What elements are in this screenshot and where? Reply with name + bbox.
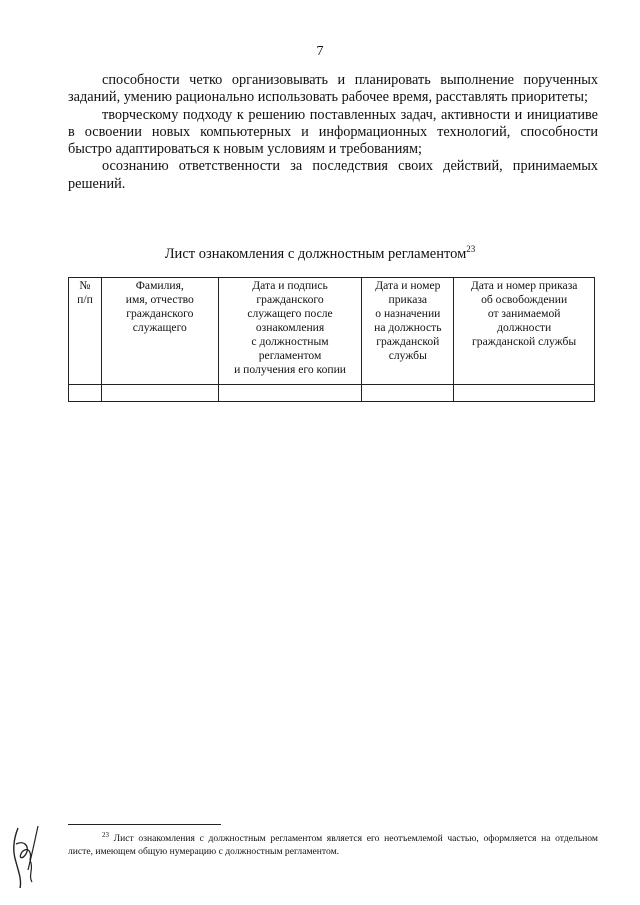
table-cell[interactable]	[218, 385, 362, 402]
footnote-marker: 23	[102, 831, 109, 839]
handwritten-signature	[8, 822, 48, 890]
paragraph-2: творческому подходу к решению поставленных задач, активности и инициативе в освоении новых компьютерных и информационных технологий, способности быстро адаптироваться к новым условиям и требованиям;	[68, 106, 598, 158]
footnote	[68, 829, 598, 858]
col-header-dismissal: Дата и номер приказа об освобождении от занимаемой должности гражданской службы	[454, 278, 595, 385]
table-header-row	[69, 278, 595, 385]
paragraph-1: способности четко организовывать и планировать выполнение порученных заданий, умению рационально использовать рабочее время, расставлять приоритеты;	[68, 72, 598, 106]
acquaintance-table	[68, 277, 595, 402]
col-header-signature: Дата и подпись гражданского служащего после ознакомления с должностным регламентом и получения его копии	[218, 278, 362, 385]
sheet-title	[0, 244, 640, 263]
table-cell[interactable]	[101, 385, 218, 402]
footnote-separator	[68, 824, 221, 825]
body-text	[68, 72, 598, 193]
footnote-text: Лист ознакомления с должностным регламентом является его неотъемлемой частью, оформляется на отдельном листе, имеющем общую нумерацию с должностным регламентом.	[68, 833, 598, 857]
col-header-number: № п/п	[69, 278, 102, 385]
table-row	[69, 385, 595, 402]
col-header-name: Фамилия, имя, отчество гражданского служащего	[101, 278, 218, 385]
sheet-title-text: Лист ознакомления с должностным регламентом	[164, 246, 467, 262]
page-number: 7	[316, 44, 324, 59]
table-cell[interactable]	[69, 385, 102, 402]
paragraph-3: осознанию ответственности за последствия своих действий, принимаемых решений.	[68, 158, 598, 192]
footnote-ref: 23	[466, 244, 476, 254]
table-cell[interactable]	[362, 385, 454, 402]
col-header-appointment: Дата и номер приказа о назначении на должность гражданской службы	[362, 278, 454, 385]
table-cell[interactable]	[454, 385, 595, 402]
